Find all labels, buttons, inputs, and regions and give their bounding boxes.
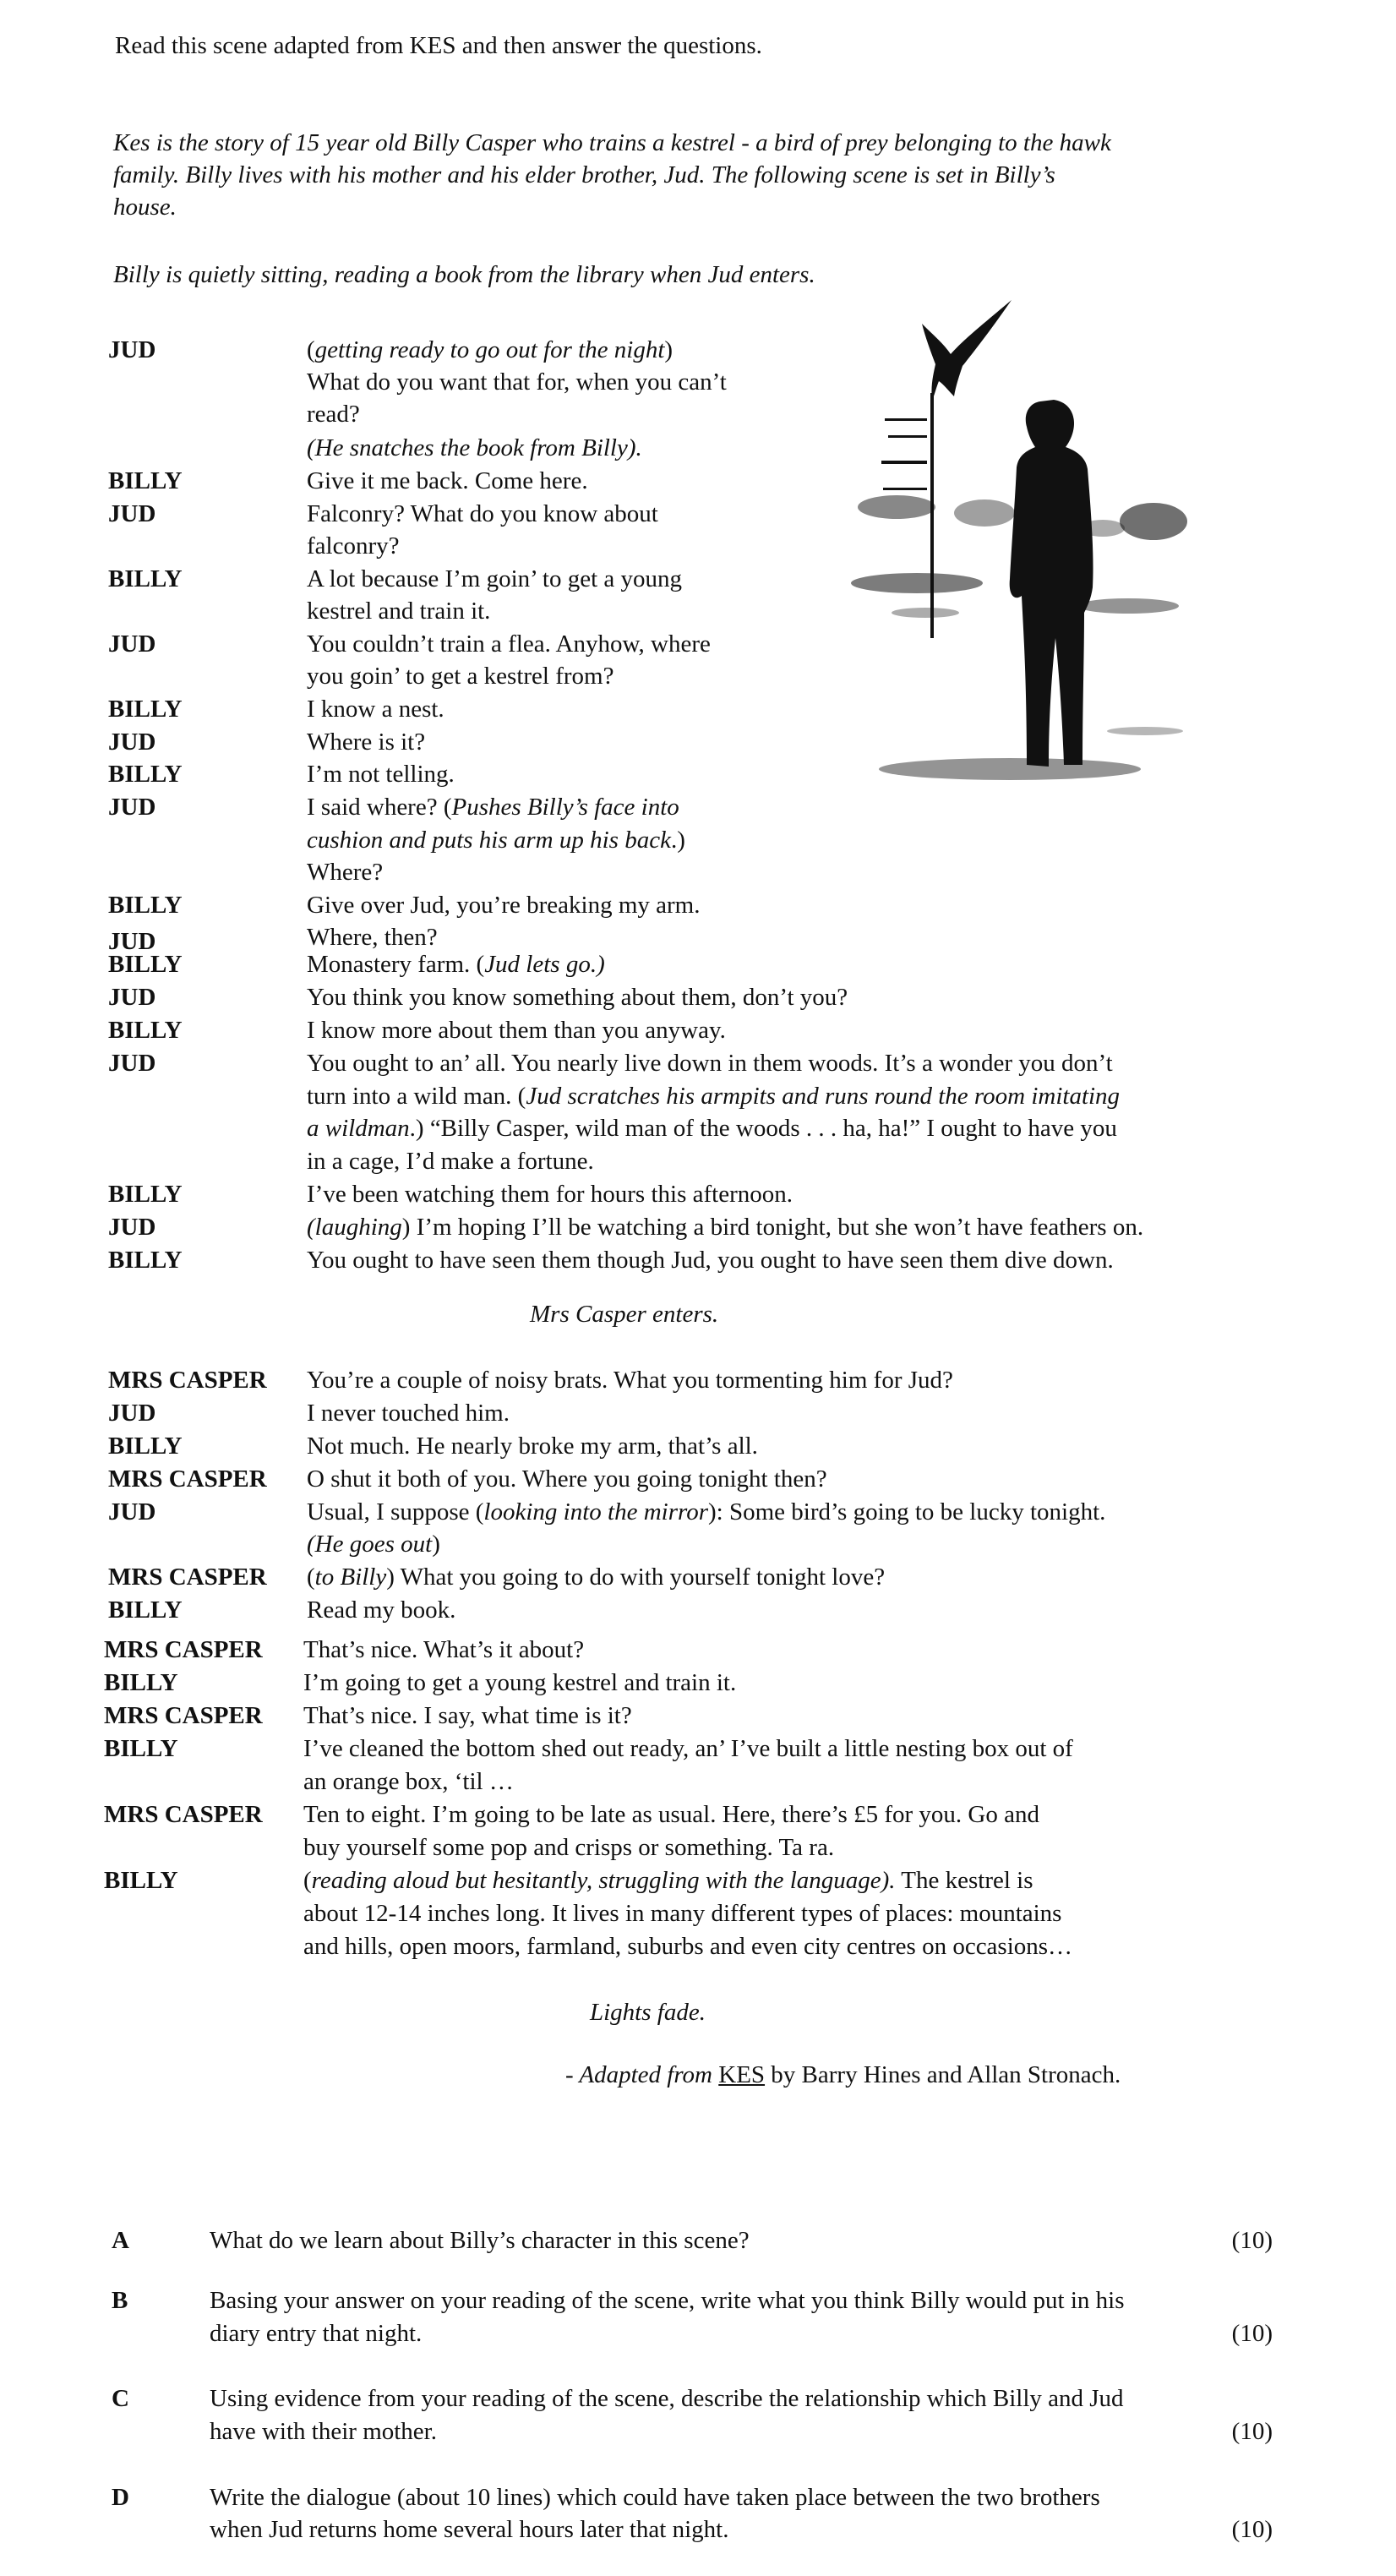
dialogue-line (307, 1561, 885, 1593)
dialogue-text-run: Pushes Billy’s face into (451, 794, 679, 821)
dialogue-text-run: ) (664, 336, 673, 363)
dialogue-line (307, 1463, 827, 1495)
dialogue-line (307, 1080, 1120, 1112)
question-letter: C (112, 2385, 129, 2412)
dialogue-line (307, 465, 588, 497)
question-letter: B (112, 2287, 128, 2314)
dialogue-text-run: ) I’m hoping I’ll be watching a bird tonight, but she won’t have feathers on. (401, 1214, 1144, 1241)
dialogue-line (307, 1145, 594, 1177)
question-text: Basing your answer on your reading of the scene, write what you think Billy would put in his (210, 2287, 1125, 2314)
dialogue-line (307, 948, 605, 980)
dialogue-text-run: Jud scratches his armpits and runs round the room imitating (526, 1083, 1121, 1110)
speaker-label: BILLY (108, 1433, 183, 1460)
dialogue-text-run: Monastery farm. ( (307, 951, 485, 978)
dialogue-text-run: That’s nice. What’s it about? (303, 1636, 585, 1663)
dialogue-text-run: Ten to eight. I’m going to be late as usual. Here, there’s £5 for you. Go and (303, 1801, 1039, 1828)
dialogue-line (303, 1733, 1073, 1765)
question-text: have with their mother. (210, 2418, 437, 2445)
dialogue-text-run: .) “Billy Casper, wild man of the woods . . . ha, ha!” I ought to have you (409, 1115, 1117, 1142)
question-marks: (10) (1231, 2516, 1273, 2543)
dialogue-text-run: Where? (307, 859, 384, 886)
dialogue-line (307, 334, 673, 366)
speaker-label: JUD (108, 336, 156, 363)
boy-silhouette (1010, 400, 1093, 767)
dialogue-line (307, 1047, 1113, 1079)
speaker-label: BILLY (108, 565, 183, 592)
question-marks: (10) (1231, 2418, 1273, 2445)
dialogue-text-run: turn into a wild man. ( (307, 1083, 526, 1110)
dialogue-line (307, 530, 400, 562)
dialogue-text-run: You think you know something about them, don’t you? (307, 984, 848, 1011)
dialogue-line (303, 1930, 1072, 1962)
intro-paragraph (113, 127, 1111, 223)
speaker-label: BILLY (108, 1181, 183, 1208)
dialogue-text-run: Give it me back. Come here. (307, 467, 588, 494)
speaker-label: BILLY (108, 1247, 183, 1274)
intro-line: Kes is the story of 15 year old Billy Casper who trains a kestrel - a bird of prey belonging to the hawk (113, 129, 1111, 156)
dialogue-line (303, 1798, 1039, 1831)
speaker-label: JUD (108, 1050, 156, 1077)
dialogue-line (307, 366, 727, 398)
setting-line: Billy is quietly sitting, reading a book from the library when Jud enters. (113, 261, 815, 288)
question-marks: (10) (1231, 2320, 1273, 2347)
dialogue-line (307, 1364, 953, 1396)
dialogue-text-run: Falconry? What do you know about (307, 500, 658, 527)
question-text: diary entry that night. (210, 2320, 423, 2347)
dialogue-text-run: an orange box, ‘til … (303, 1768, 514, 1795)
speaker-label: BILLY (108, 1596, 183, 1624)
dialogue-text-run: A lot because I’m goin’ to get a young (307, 565, 683, 592)
dialogue-line (307, 1528, 440, 1560)
speaker-label: JUD (108, 1400, 156, 1427)
dialogue-line (307, 856, 383, 888)
dialogue-text-run: and hills, open moors, farmland, suburbs and even city centres on occasions… (303, 1933, 1073, 1960)
dialogue-text-run: reading aloud but hesitantly, struggling with the language). (311, 1867, 896, 1894)
dialogue-text-run: about 12-14 inches long. It lives in many different types of places: mountains (303, 1900, 1062, 1927)
dialogue-line (307, 981, 848, 1013)
attribution (565, 2059, 1121, 2091)
dialogue-line (303, 1766, 514, 1798)
dialogue-line (303, 1700, 632, 1732)
dialogue-text-run: kestrel and train it. (307, 598, 491, 625)
dialogue-line (307, 1496, 1105, 1528)
dialogue-text-run: buy yourself some pop and crisps or something. Ta ra. (303, 1834, 835, 1861)
dialogue-line (307, 889, 700, 921)
dialogue-text-run: I’m not telling. (307, 761, 455, 788)
stage-direction: Lights fade. (590, 1999, 706, 2026)
dialogue-text-run: (He snatches the book from Billy). (307, 434, 642, 461)
speaker-label: BILLY (104, 1867, 178, 1894)
dialogue-line (307, 1112, 1117, 1144)
dialogue-text-run: Usual, I suppose ( (307, 1498, 484, 1525)
dialogue-text-run: Jud lets go.) (484, 951, 605, 978)
dialogue-line (307, 563, 682, 595)
dialogue-text-run: you goin’ to get a kestrel from? (307, 663, 614, 690)
dialogue-line (307, 758, 455, 790)
dialogue-text-run: I never touched him. (307, 1400, 510, 1427)
question-text: Using evidence from your reading of the scene, describe the relationship which Billy and Jud (210, 2385, 1124, 2412)
dialogue-line (307, 726, 425, 758)
dialogue-text-run: ( (307, 336, 315, 363)
dialogue-line (303, 1831, 834, 1864)
dialogue-text-run: falconry? (307, 532, 400, 559)
dialogue-text-run: cushion and puts his arm up his back (307, 827, 671, 854)
speaker-label: BILLY (104, 1669, 178, 1696)
dialogue-text-run: to Billy (314, 1564, 387, 1591)
dialogue-text-run: Read my book. (307, 1596, 456, 1624)
dialogue-text-run: O shut it both of you. Where you going tonight then? (307, 1465, 827, 1493)
dialogue-line (307, 1397, 510, 1429)
speaker-label: BILLY (108, 761, 183, 788)
dialogue-text-run: ( (303, 1867, 312, 1894)
attribution-prefix: - Adapted from (565, 2061, 719, 2088)
intro-line: house. (113, 194, 177, 221)
dialogue-text-run: Not much. He nearly broke my arm, that’s all. (307, 1433, 758, 1460)
dialogue-text-run: a wildman (307, 1115, 410, 1142)
dialogue-line (307, 1594, 455, 1626)
dialogue-line (307, 1244, 1114, 1276)
speaker-label: JUD (108, 928, 156, 955)
speaker-label: MRS CASPER (104, 1702, 263, 1729)
intro-line: family. Billy lives with his mother and his elder brother, Jud. The following scene is set in Billy’s (113, 161, 1055, 188)
question-text: What do we learn about Billy’s character in this scene? (210, 2227, 750, 2254)
dialogue-text-run: ) (432, 1531, 440, 1558)
dialogue-text-run: ) What you going to do with yourself tonight love? (386, 1564, 886, 1591)
speaker-label: BILLY (108, 951, 183, 978)
dialogue-line (307, 498, 658, 530)
dialogue-text-run: You ought to have seen them though Jud, you ought to have seen them dive down. (307, 1247, 1114, 1274)
dialogue-text-run: The kestrel is (895, 1867, 1033, 1894)
question-marks: (10) (1231, 2227, 1273, 2254)
speaker-label: MRS CASPER (108, 1564, 267, 1591)
dialogue-text-run: I’m going to get a young kestrel and train it. (303, 1669, 737, 1696)
dialogue-line (307, 693, 444, 725)
dialogue-text-run: (He goes out (307, 1531, 433, 1558)
speaker-label: BILLY (108, 1017, 183, 1044)
dialogue-line (303, 1634, 584, 1666)
dialogue-line (307, 1014, 726, 1046)
question-letter: D (112, 2484, 129, 2511)
dialogue-line (303, 1667, 736, 1699)
attribution-suffix: by Barry Hines and Allan Stronach. (765, 2061, 1121, 2088)
speaker-label: JUD (108, 1498, 156, 1525)
dialogue-line (307, 432, 642, 464)
dialogue-line (303, 1864, 1033, 1897)
dialogue-text-run: I’ve cleaned the bottom shed out ready, an’ I’ve built a little nesting box out of (303, 1735, 1073, 1762)
speaker-label: BILLY (108, 892, 183, 919)
speaker-label: MRS CASPER (108, 1367, 267, 1394)
dialogue-line (307, 398, 360, 430)
speaker-label: MRS CASPER (104, 1801, 263, 1828)
dialogue-line (307, 660, 613, 692)
dialogue-text-run: read? (307, 401, 360, 428)
dialogue-text-run: I know a nest. (307, 696, 444, 723)
kestrel-bird-icon (922, 300, 1012, 400)
dialogue-text-run: in a cage, I’d make a fortune. (307, 1148, 594, 1175)
dialogue-text-run: Where is it? (307, 729, 426, 756)
dialogue-line (307, 791, 679, 823)
dialogue-text-run: I said where? ( (307, 794, 452, 821)
attribution-title: KES (718, 2061, 766, 2088)
dialogue-text-run: looking into the mirror (483, 1498, 708, 1525)
question-text: when Jud returns home several hours later that night. (210, 2516, 729, 2543)
speaker-label: MRS CASPER (104, 1636, 263, 1663)
speaker-label: JUD (108, 729, 156, 756)
dialogue-text-run: You couldn’t train a flea. Anyhow, where (307, 630, 711, 658)
dialogue-line (307, 628, 711, 660)
speaker-label: BILLY (108, 467, 183, 494)
dialogue-text-run: ( (307, 1564, 315, 1591)
speaker-label: MRS CASPER (108, 1465, 267, 1493)
dialogue-text-run: You’re a couple of noisy brats. What you tormenting him for Jud? (307, 1367, 953, 1394)
speaker-label: JUD (108, 630, 156, 658)
dialogue-text-run: (laughing (307, 1214, 402, 1241)
dialogue-text-run: getting ready to go out for the night (314, 336, 665, 363)
speaker-label: JUD (108, 500, 156, 527)
boy-and-kestrel-illustration (849, 292, 1192, 803)
dialogue-text-run: Give over Jud, you’re breaking my arm. (307, 892, 701, 919)
speaker-label: BILLY (108, 696, 183, 723)
speaker-label: BILLY (104, 1735, 178, 1762)
dialogue-text-run: I know more about them than you anyway. (307, 1017, 726, 1044)
stage-direction: Mrs Casper enters. (530, 1301, 719, 1328)
dialogue-line (307, 824, 685, 856)
dialogue-line (307, 595, 490, 627)
dialogue-line (307, 1211, 1143, 1243)
question-letter: A (112, 2227, 129, 2254)
dialogue-text-run: ): Some bird’s going to be lucky tonight. (707, 1498, 1106, 1525)
dialogue-line (307, 1178, 793, 1210)
instruction: Read this scene adapted from KES and then answer the questions. (115, 32, 762, 59)
speaker-label: JUD (108, 1214, 156, 1241)
dialogue-text-run: .) (670, 827, 685, 854)
dialogue-line (307, 1430, 758, 1462)
speaker-label: JUD (108, 984, 156, 1011)
speaker-label: JUD (108, 794, 156, 821)
dialogue-text-run: That’s nice. I say, what time is it? (303, 1702, 632, 1729)
dialogue-line (303, 1897, 1061, 1929)
question-text: Write the dialogue (about 10 lines) which could have taken place between the two brothers (210, 2484, 1100, 2511)
dialogue-text-run: Where, then? (307, 924, 438, 951)
dialogue-text-run: I’ve been watching them for hours this afternoon. (307, 1181, 793, 1208)
dialogue-text-run: What do you want that for, when you can’t (307, 368, 727, 396)
dialogue-text-run: You ought to an’ all. You nearly live down in them woods. It’s a wonder you don’t (307, 1050, 1113, 1077)
